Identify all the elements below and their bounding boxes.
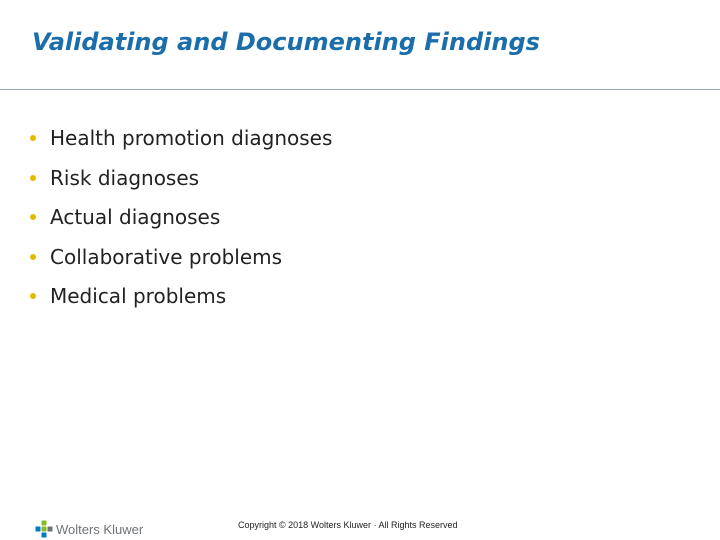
bullet-dot-icon	[30, 135, 36, 141]
copyright-notice: Copyright © 2018 Wolters Kluwer · All Rights Reserved	[238, 520, 458, 530]
bullet-item	[30, 164, 332, 204]
bullet-item	[30, 203, 332, 243]
slide-title: Validating and Documenting Findings	[32, 28, 540, 56]
bullet-text: Medical problems	[50, 284, 227, 309]
bullet-dot-icon	[30, 214, 36, 220]
wolters-kluwer-logo	[35, 519, 143, 539]
bullet-text: Actual diagnoses	[50, 205, 221, 230]
bullet-dot-icon	[30, 293, 36, 299]
bullet-item	[30, 124, 332, 164]
bullet-dot-icon	[30, 254, 36, 260]
bullet-text: Collaborative problems	[50, 244, 283, 269]
bullet-text: Health promotion diagnoses	[50, 126, 333, 150]
bullet-item	[30, 243, 332, 283]
title-divider	[0, 89, 720, 90]
bullet-list	[30, 124, 332, 322]
bullet-dot-icon	[30, 175, 36, 181]
wolters-kluwer-logo-icon	[35, 520, 53, 538]
logo-text: Wolters Kluwer	[56, 521, 144, 537]
bullet-item	[30, 282, 332, 322]
bullet-text: Risk diagnoses	[50, 165, 200, 190]
